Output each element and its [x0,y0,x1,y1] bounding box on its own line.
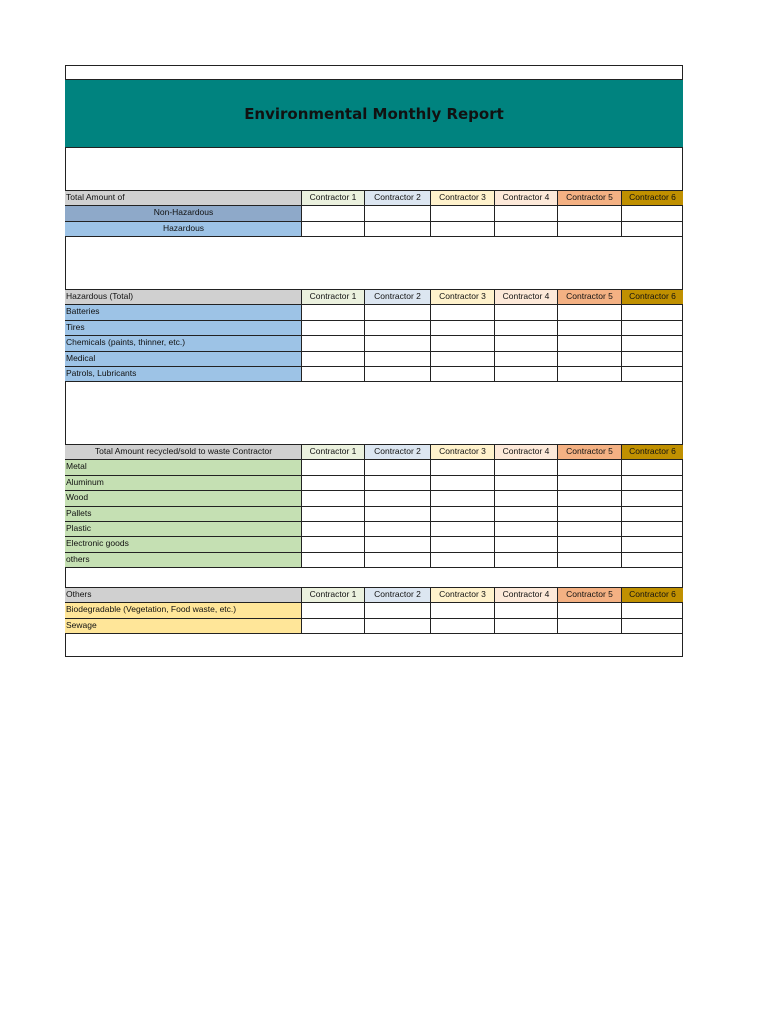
data-cell[interactable] [431,222,495,236]
data-cell[interactable] [495,206,558,220]
table-row [65,490,683,505]
data-cell[interactable] [495,507,558,521]
contractor-header: Contractor 1 [302,588,365,602]
data-cell[interactable] [558,476,622,490]
data-cell[interactable] [365,305,431,319]
table-row [65,205,683,220]
data-cell[interactable] [302,476,365,490]
contractor-header: Contractor 5 [558,290,622,304]
row-label: Chemicals (paints, thinner, etc.) [65,336,302,350]
contractor-header: Contractor 6 [622,588,683,602]
row-label: Hazardous [65,222,302,236]
table-row [65,536,683,551]
section-header-label: Total Amount of [65,191,302,205]
row-label: Metal [65,460,302,474]
data-cell[interactable] [431,491,495,505]
data-cell[interactable] [302,491,365,505]
data-cell[interactable] [622,305,683,319]
data-cell[interactable] [622,491,683,505]
data-cell[interactable] [558,603,622,617]
section-recycled [65,444,683,568]
data-cell[interactable] [622,336,683,350]
row-label: others [65,553,302,567]
data-cell[interactable] [622,222,683,236]
data-cell[interactable] [558,222,622,236]
section-others [65,587,683,634]
report-title: Environmental Monthly Report [244,104,504,123]
contractor-header: Contractor 6 [622,445,683,459]
data-cell[interactable] [431,367,495,381]
table-row [65,335,683,350]
contractor-header: Contractor 3 [431,290,495,304]
data-cell[interactable] [302,460,365,474]
section-header-label: Others [65,588,302,602]
data-cell[interactable] [495,367,558,381]
data-cell[interactable] [365,491,431,505]
contractor-header: Contractor 6 [622,290,683,304]
data-cell[interactable] [495,336,558,350]
data-cell[interactable] [302,305,365,319]
table-row [65,221,683,236]
data-cell[interactable] [431,321,495,335]
row-label: Sewage [65,619,302,633]
data-cell[interactable] [302,507,365,521]
data-cell[interactable] [495,537,558,551]
row-label: Biodegradable (Vegetation, Food waste, etc.) [65,603,302,617]
contractor-header: Contractor 3 [431,588,495,602]
data-cell[interactable] [302,352,365,366]
data-cell[interactable] [302,553,365,567]
contractor-header: Contractor 4 [495,191,558,205]
contractor-header: Contractor 4 [495,290,558,304]
contractor-header: Contractor 1 [302,445,365,459]
data-cell[interactable] [558,522,622,536]
data-cell[interactable] [495,352,558,366]
contractor-header: Contractor 3 [431,191,495,205]
data-cell[interactable] [622,619,683,633]
contractor-header: Contractor 5 [558,191,622,205]
data-cell[interactable] [558,553,622,567]
data-cell[interactable] [495,476,558,490]
data-cell[interactable] [495,553,558,567]
data-cell[interactable] [431,476,495,490]
table-row [65,618,683,633]
data-cell[interactable] [431,336,495,350]
data-cell[interactable] [431,603,495,617]
data-cell[interactable] [365,619,431,633]
contractor-header: Contractor 4 [495,445,558,459]
data-cell[interactable] [622,553,683,567]
data-cell[interactable] [495,522,558,536]
data-cell[interactable] [495,619,558,633]
contractor-header: Contractor 6 [622,191,683,205]
data-cell[interactable] [622,476,683,490]
row-label: Medical [65,352,302,366]
data-cell[interactable] [365,553,431,567]
data-cell[interactable] [558,507,622,521]
contractor-header: Contractor 5 [558,445,622,459]
data-cell[interactable] [431,537,495,551]
data-cell[interactable] [365,222,431,236]
table-row [65,506,683,521]
data-cell[interactable] [431,553,495,567]
table-header-row [65,191,683,205]
table-header-row [65,290,683,304]
contractor-header: Contractor 5 [558,588,622,602]
row-label: Patrols, Lubricants [65,367,302,381]
data-cell[interactable] [302,321,365,335]
data-cell[interactable] [365,460,431,474]
table-header-row [65,445,683,459]
contractor-header: Contractor 2 [365,445,431,459]
data-cell[interactable] [558,352,622,366]
row-label: Wood [65,491,302,505]
data-cell[interactable] [302,206,365,220]
data-cell[interactable] [431,460,495,474]
table-row [65,366,683,381]
data-cell[interactable] [302,367,365,381]
contractor-header: Contractor 4 [495,588,558,602]
data-cell[interactable] [622,321,683,335]
table-header-row [65,588,683,602]
data-cell[interactable] [495,603,558,617]
data-cell[interactable] [495,321,558,335]
row-label: Non-Hazardous [65,206,302,220]
table-row [65,304,683,319]
data-cell[interactable] [495,305,558,319]
table-row [65,475,683,490]
data-cell[interactable] [365,476,431,490]
section-header-label: Hazardous (Total) [65,290,302,304]
data-cell[interactable] [302,336,365,350]
data-cell[interactable] [302,603,365,617]
data-cell[interactable] [622,206,683,220]
data-cell[interactable] [365,206,431,220]
row-label: Plastic [65,522,302,536]
row-label: Aluminum [65,476,302,490]
data-cell[interactable] [495,460,558,474]
data-cell[interactable] [431,352,495,366]
row-label: Tires [65,321,302,335]
data-cell[interactable] [622,352,683,366]
data-cell[interactable] [495,222,558,236]
row-label: Pallets [65,507,302,521]
table-row [65,320,683,335]
table-row [65,521,683,536]
data-cell[interactable] [365,367,431,381]
data-cell[interactable] [622,537,683,551]
row-label: Electronic goods [65,537,302,551]
section-hazardous [65,289,683,382]
data-cell[interactable] [302,522,365,536]
table-row [65,459,683,474]
data-cell[interactable] [431,507,495,521]
data-cell[interactable] [558,206,622,220]
data-cell[interactable] [365,321,431,335]
data-cell[interactable] [365,522,431,536]
data-cell[interactable] [302,619,365,633]
data-cell[interactable] [622,460,683,474]
table-row [65,602,683,617]
contractor-header: Contractor 1 [302,191,365,205]
contractor-header: Contractor 1 [302,290,365,304]
data-cell[interactable] [622,507,683,521]
data-cell[interactable] [431,206,495,220]
row-label: Batteries [65,305,302,319]
data-cell[interactable] [302,222,365,236]
contractor-header: Contractor 2 [365,290,431,304]
data-cell[interactable] [431,619,495,633]
data-cell[interactable] [622,522,683,536]
data-cell[interactable] [495,491,558,505]
data-cell[interactable] [558,537,622,551]
data-cell[interactable] [558,336,622,350]
table-row [65,351,683,366]
data-cell[interactable] [558,305,622,319]
data-cell[interactable] [431,305,495,319]
data-cell[interactable] [431,522,495,536]
report-title-bar [65,79,683,148]
table-row [65,552,683,567]
data-cell[interactable] [558,491,622,505]
data-cell[interactable] [558,460,622,474]
data-cell[interactable] [365,507,431,521]
data-cell[interactable] [622,603,683,617]
data-cell[interactable] [302,537,365,551]
contractor-header: Contractor 2 [365,588,431,602]
section-total-amount [65,190,683,237]
data-cell[interactable] [365,603,431,617]
data-cell[interactable] [622,367,683,381]
data-cell[interactable] [365,336,431,350]
data-cell[interactable] [558,619,622,633]
data-cell[interactable] [558,321,622,335]
data-cell[interactable] [365,352,431,366]
contractor-header: Contractor 3 [431,445,495,459]
data-cell[interactable] [365,537,431,551]
contractor-header: Contractor 2 [365,191,431,205]
data-cell[interactable] [558,367,622,381]
section-header-label: Total Amount recycled/sold to waste Contractor [65,445,302,459]
